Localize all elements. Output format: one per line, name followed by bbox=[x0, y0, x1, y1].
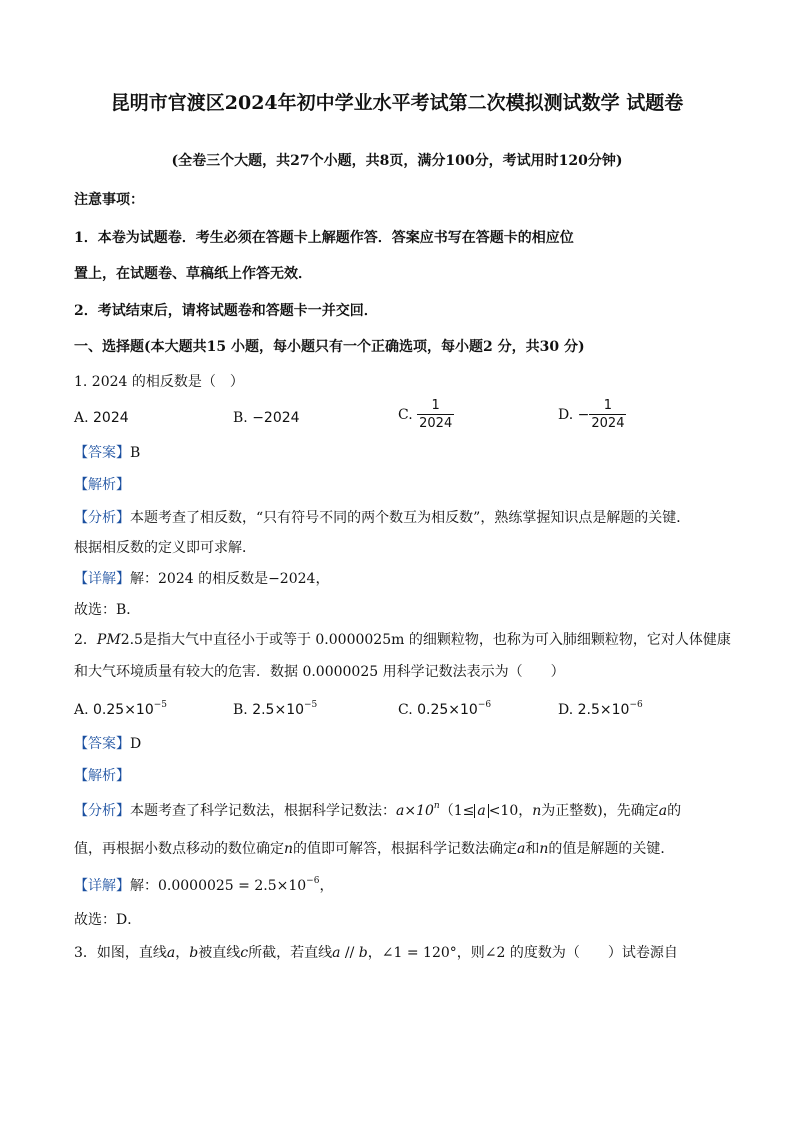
q2-fenxi-text-a: 本题考查了科学记数法，根据科学记数法： bbox=[130, 803, 396, 819]
q3-text-1: 3．如图，直线 bbox=[74, 945, 167, 961]
q1-option-c-label: C. bbox=[398, 407, 413, 423]
q2-line2-var-n: n bbox=[284, 841, 294, 857]
q1-option-c-denominator: 2024 bbox=[419, 416, 453, 431]
q1-fenxi-tag: 【分析】 bbox=[74, 510, 130, 526]
q2-option-d-exponent: −6 bbox=[629, 700, 643, 710]
q2-option-d bbox=[558, 700, 643, 720]
question-1-stem: 1. 2024 的相反数是（ ） bbox=[74, 374, 244, 390]
q2-option-d-base: 2.5×10 bbox=[577, 702, 630, 718]
q1-option-d-denominator: 2024 bbox=[591, 416, 625, 431]
q1-choose: 故选：B． bbox=[74, 602, 141, 618]
q2-option-b-exponent: −5 bbox=[304, 700, 318, 710]
q3-var-a: a bbox=[166, 945, 176, 961]
q2-option-c-base: 0.25×10 bbox=[417, 702, 478, 718]
q2-line2-var-n2: n bbox=[539, 841, 549, 857]
exam-subtitle: (全卷三个大题，共27个小题，共8页，满分100分，考试用时120分钟) bbox=[171, 153, 623, 169]
q3-var-a2: a bbox=[332, 945, 341, 961]
q2-answer-tag: 【答案】 bbox=[74, 736, 130, 752]
q2-answer-value: D bbox=[130, 736, 142, 752]
q2-stem-text-1: 2.5是指大气中直径小于或等于 0.0000025m 的细颗粒物，也称为可入肺细颗粒物，它对人体健康 bbox=[120, 632, 731, 648]
q1-option-b bbox=[233, 408, 300, 428]
q1-detail-text: 解：2024 的相反数是−2024， bbox=[130, 571, 330, 587]
q1-option-a-value: 2024 bbox=[93, 410, 129, 426]
q2-pm-symbol: PM bbox=[96, 632, 121, 648]
q3-var-b: b bbox=[189, 945, 199, 961]
q2-option-b bbox=[233, 700, 317, 720]
q2-fenxi-tag: 【分析】 bbox=[74, 803, 130, 819]
q2-option-c-label: C. bbox=[398, 702, 413, 718]
q2-option-c bbox=[398, 700, 491, 720]
q2-number: 2． bbox=[74, 632, 97, 648]
q2-fenxi-line2-b: 的值即可解答，根据科学记数法确定 bbox=[293, 841, 518, 857]
q2-option-c-exponent: −6 bbox=[477, 700, 492, 710]
q2-fenxi-line2-c: 和 bbox=[525, 841, 540, 857]
q2-detail-tag: 【详解】 bbox=[74, 878, 130, 894]
q1-option-c bbox=[398, 398, 454, 432]
q3-var-c: c bbox=[240, 945, 249, 961]
q1-option-c-numerator: 1 bbox=[431, 398, 440, 413]
q1-option-a bbox=[74, 408, 129, 428]
q1-answer-value: B bbox=[130, 445, 141, 461]
question-2-stem-line-2: 和大气环境质量有较大的危害．数据 0.0000025 用科学记数法表示为（ ） bbox=[74, 664, 565, 680]
q1-fenxi-text: 本题考查了相反数，“只有符号不同的两个数互为相反数”，熟练掌握知识点是解题的关键． bbox=[130, 510, 691, 526]
q2-option-a-base: 0.25×10 bbox=[93, 702, 154, 718]
q1-answer-tag: 【答案】 bbox=[74, 445, 130, 461]
q1-option-b-label: B. bbox=[233, 410, 248, 426]
q3-parallel: // bbox=[340, 945, 359, 961]
q2-line2-var-a: a bbox=[517, 841, 526, 857]
q1-answer-row bbox=[74, 443, 140, 463]
notice-item-2: 2．考试结束后，请将试题卷和答题卡一并交回． bbox=[74, 303, 378, 319]
q1-option-d-numerator: 1 bbox=[603, 398, 613, 413]
q3-text-3: 被直线 bbox=[198, 945, 241, 961]
q2-formula-base: a×10 bbox=[396, 803, 434, 819]
question-2-stem-line-1 bbox=[74, 630, 731, 650]
question-3-stem bbox=[74, 943, 678, 963]
q2-analysis-tag: 【解析】 bbox=[74, 768, 130, 784]
q2-fenxi-text-b1: （1≤ bbox=[439, 803, 475, 819]
q2-formula-exponent: n bbox=[433, 801, 440, 811]
notice-item-1-line-2: 置上，在试题卷、草稿纸上作答无效． bbox=[74, 266, 312, 282]
q3-text-2: ， bbox=[175, 945, 190, 961]
q2-answer-row bbox=[74, 734, 141, 754]
q2-fenxi-text-d: 的 bbox=[667, 803, 682, 819]
q2-detail-exponent: −6 bbox=[306, 876, 320, 886]
q2-fenxi-line2-a: 值，再根据小数点移动的数位确定 bbox=[74, 841, 284, 857]
q3-var-b2: b bbox=[358, 945, 368, 961]
q2-option-b-label: B. bbox=[233, 702, 248, 718]
q1-detail-tag: 【详解】 bbox=[74, 571, 130, 587]
q1-option-d-fraction bbox=[589, 398, 626, 432]
q2-choose: 故选：D． bbox=[74, 912, 142, 928]
section-1-heading: 一、选择题(本大题共15 小题，每小题只有一个正确选项，每小题2 分，共30 分) bbox=[74, 339, 585, 355]
q2-detail-end: ， bbox=[319, 878, 334, 894]
q2-detail-row bbox=[74, 876, 333, 896]
q1-option-d-sign: − bbox=[577, 407, 590, 423]
q2-var-a: a bbox=[658, 803, 668, 819]
q2-fenxi-row bbox=[74, 801, 681, 821]
q1-option-b-value: −2024 bbox=[252, 410, 300, 426]
q2-fenxi-line2-d: 的值是解题的关键． bbox=[548, 841, 675, 857]
notice-heading: 注意事项： bbox=[74, 192, 144, 208]
page-title: 昆明市官渡区2024年初中学业水平考试第二次模拟测试数学 试题卷 bbox=[110, 92, 684, 114]
notice-item-1-line-1: 1．本卷为试题卷．考生必须在答题卡上解题作答．答案应书写在答题卡的相应位 bbox=[74, 230, 574, 246]
q2-option-d-label: D. bbox=[558, 702, 574, 718]
q1-detail-row bbox=[74, 569, 329, 589]
q3-text-4: 所截，若直线 bbox=[248, 945, 333, 961]
q2-fenxi-line-2 bbox=[74, 839, 674, 859]
q1-option-d-label: D. bbox=[558, 407, 574, 423]
q1-option-c-fraction bbox=[417, 398, 454, 432]
q2-fenxi-text-b2: <10， bbox=[488, 803, 533, 819]
q1-option-d bbox=[558, 398, 626, 432]
q2-option-a-exponent: −5 bbox=[153, 700, 168, 710]
q1-fenxi-row bbox=[74, 508, 690, 528]
q3-text-6: ，∠1 = 120°，则∠2 的度数为（ ）试卷源自 bbox=[367, 945, 678, 961]
q1-analysis-tag: 【解析】 bbox=[74, 477, 130, 493]
q2-abs-a: a bbox=[474, 804, 488, 818]
q2-detail-text: 解：0.0000025 = 2.5×10 bbox=[130, 878, 307, 894]
q1-option-a-label: A. bbox=[74, 410, 89, 426]
q2-option-a-label: A. bbox=[74, 702, 89, 718]
q2-option-a bbox=[74, 700, 167, 720]
q1-fenxi-line-2: 根据相反数的定义即可求解． bbox=[74, 540, 256, 556]
q2-var-n: n bbox=[532, 803, 542, 819]
q2-fenxi-text-c: 为正整数)，先确定 bbox=[541, 803, 659, 819]
q2-option-b-base: 2.5×10 bbox=[252, 702, 305, 718]
